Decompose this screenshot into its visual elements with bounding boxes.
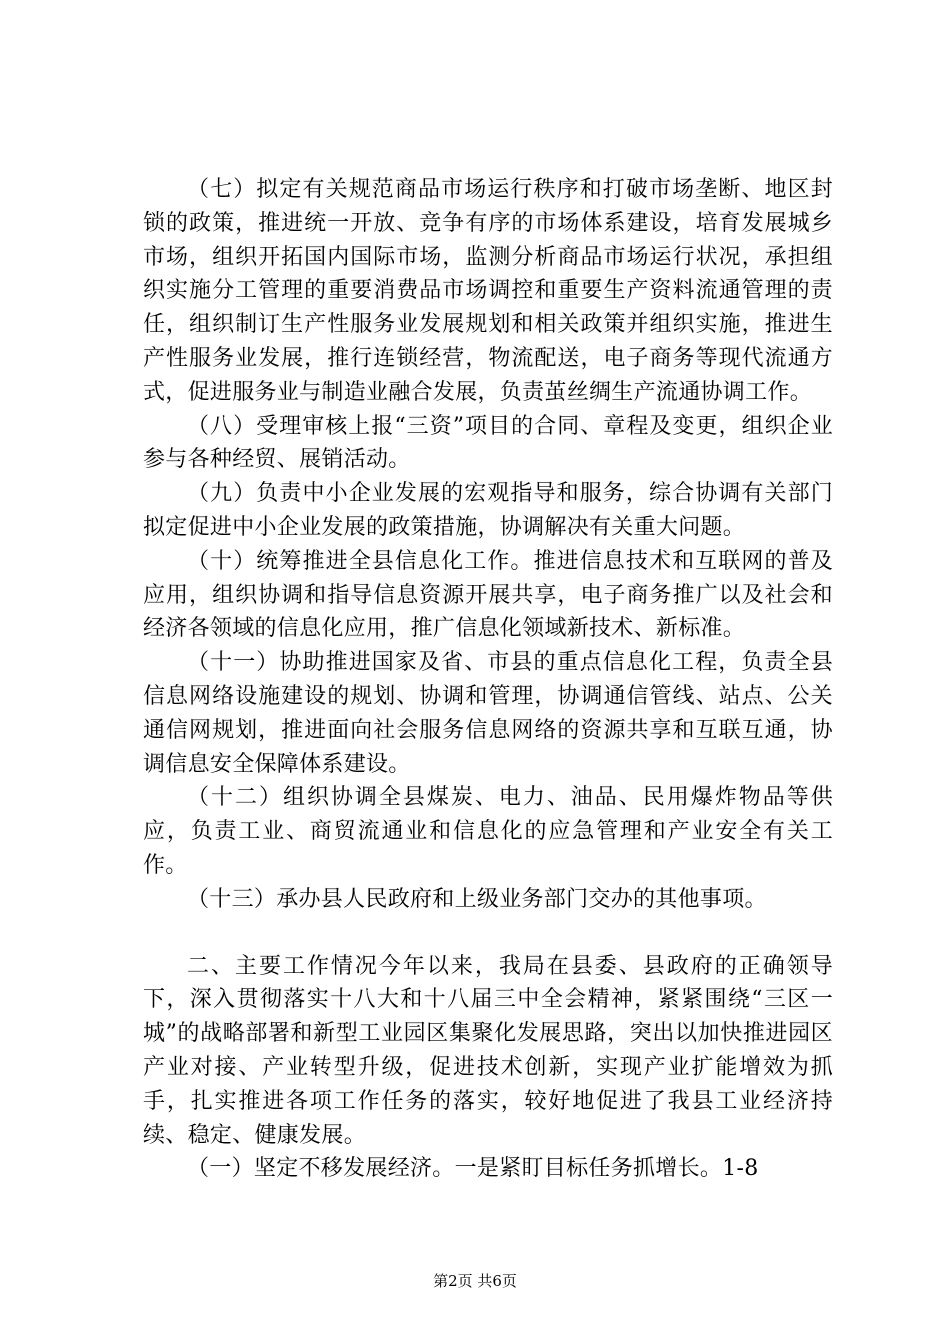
paragraph-11: （十一）协助推进国家及省、市县的重点信息化工程，负责全县信息网络设施建设的规划、协调和管理，协调通信管线、站点、公关通信网规划，推进面向社会服务信息网络的资源共享和互联互通，协调信息安全保障体系建设。 xyxy=(143,650,833,777)
paragraph-10: （十）统筹推进全县信息化工作。推进信息技术和互联网的普及应用，组织协调和指导信息资源开展共享，电子商务推广以及社会和经济各领域的信息化应用，推广信息化领域新技术、新标准。 xyxy=(143,548,833,642)
paragraph-12: （十二）组织协调全县煤炭、电力、油品、民用爆炸物品等供应，负责工业、商贸流通业和信息化的应急管理和产业安全有关工作。 xyxy=(143,785,833,878)
page-footer: 第2页 共6页 xyxy=(433,1272,517,1290)
paragraph-7: （七）拟定有关规范商品市场运行秩序和打破市场垄断、地区封锁的政策，推进统一开放、竞争有序的市场体系建设，培育发展城乡市场，组织开拓国内国际市场，监测分析商品市场运行状况，承担组织实施分工管理的重要消费品市场调控和重要生产资料流通管理的责任，组织制订生产性服务业发展规划和相关政策并组织实施，推进生产性服务业发展，推行连锁经营，物流配送，电子商务等现代流通方式，促进服务业与制造业融合发展，负责茧丝绸生产流通协调工作。 xyxy=(143,177,833,405)
document-body xyxy=(143,173,833,1186)
subsection-1-paragraph: （一）坚定不移发展经济。一是紧盯目标任务抓增长。1-8 xyxy=(187,1156,759,1182)
paragraph-8: （八）受理审核上报“三资”项目的合同、章程及变更，组织企业参与各种经贸、展销活动。 xyxy=(143,413,833,473)
paragraph-13: （十三）承办县人民政府和上级业务部门交办的其他事项。 xyxy=(187,886,767,912)
section-2-paragraph: 二、主要工作情况今年以来，我局在县委、县政府的正确领导下，深入贯彻落实十八大和十八届三中全会精神，紧紧围绕“三区一城”的战略部署和新型工业园区集聚化发展思路，突出以加快推进园区产业对接、产业转型升级，促进技术创新，实现产业扩能增效为抓手，扎实推进各项工作任务的落实，较好地促进了我县工业经济持续、稳定、健康发展。 xyxy=(143,953,833,1148)
paragraph-9: （九）负责中小企业发展的宏观指导和服务，综合协调有关部门拟定促进中小企业发展的政策措施，协调解决有关重大问题。 xyxy=(143,481,833,540)
